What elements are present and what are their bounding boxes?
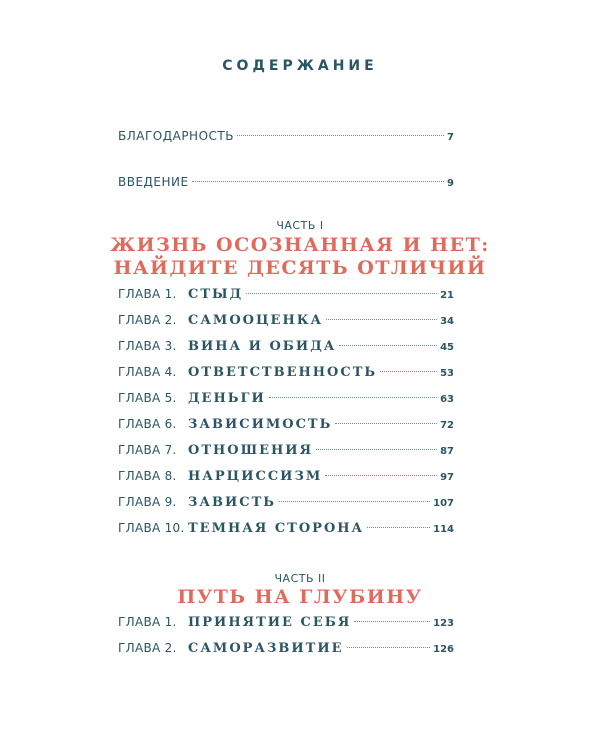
dot-leader	[347, 647, 431, 648]
chapter-title: СТЫД	[188, 287, 244, 302]
chapter-title: ЗАВИСТЬ	[188, 495, 276, 510]
entry-label: БЛАГОДАРНОСТЬ	[118, 129, 234, 143]
toc-entry-introduction[interactable]	[118, 172, 454, 192]
page-number: 63	[440, 394, 454, 405]
chapter-title: ОТВЕТСТВЕННОСТЬ	[188, 365, 378, 380]
chapter-number: ГЛАВА 3.	[118, 339, 177, 353]
toc-chapter[interactable]	[118, 284, 454, 304]
chapter-title: ОТНОШЕНИЯ	[188, 443, 314, 458]
page-number: 123	[433, 618, 454, 629]
toc-entry-acknowledgements[interactable]	[118, 126, 454, 146]
chapter-title: САМОРАЗВИТИЕ	[188, 641, 344, 656]
chapter-number: ГЛАВА 8.	[118, 469, 177, 483]
dot-leader	[279, 501, 430, 502]
toc-chapter[interactable]	[118, 414, 454, 434]
chapter-number: ГЛАВА 7.	[118, 443, 177, 457]
chapter-number: ГЛАВА 2.	[118, 313, 177, 327]
page-number: 107	[433, 498, 454, 509]
part-2-label: ЧАСТЬ II	[274, 572, 326, 585]
chapter-number: ГЛАВА 1.	[118, 615, 177, 629]
dot-leader	[339, 345, 437, 346]
toc-chapter[interactable]	[118, 466, 454, 486]
dot-leader	[380, 371, 437, 372]
chapter-title: ПРИНЯТИЕ СЕБЯ	[188, 615, 352, 630]
chapter-title: САМООЦЕНКА	[188, 313, 324, 328]
chapter-title: ВИНА И ОБИДА	[188, 339, 337, 354]
dot-leader	[335, 423, 437, 424]
chapter-number: ГЛАВА 2.	[118, 641, 177, 655]
page-number: 126	[433, 644, 454, 655]
toc-chapter[interactable]	[118, 362, 454, 382]
chapter-title: ТЕМНАЯ СТОРОНА	[188, 521, 365, 536]
part-1-title-line2: НАЙДИТЕ ДЕСЯТЬ ОТЛИЧИЙ	[113, 257, 487, 279]
page-number: 97	[440, 472, 454, 483]
page-number: 21	[440, 290, 454, 301]
chapter-number: ГЛАВА 10.	[118, 521, 185, 535]
chapter-number: ГЛАВА 1.	[118, 287, 177, 301]
toc-chapter[interactable]	[118, 492, 454, 512]
toc-chapter[interactable]	[118, 336, 454, 356]
page-number: 45	[440, 342, 454, 353]
toc-chapter[interactable]	[118, 638, 454, 658]
toc-chapter[interactable]	[118, 518, 454, 538]
dot-leader	[192, 181, 444, 182]
dot-leader	[269, 397, 437, 398]
page-number: 9	[447, 178, 454, 189]
chapter-title: ЗАВИСИМОСТЬ	[188, 417, 333, 432]
dot-leader	[237, 135, 444, 136]
page-number: 114	[433, 524, 454, 535]
chapter-title: НАРЦИССИЗМ	[188, 469, 323, 484]
dot-leader	[316, 449, 437, 450]
chapter-number: ГЛАВА 4.	[118, 365, 177, 379]
dot-leader	[354, 621, 430, 622]
part-2-title: ПУТЬ НА ГЛУБИНУ	[177, 586, 423, 608]
page-number: 87	[440, 446, 454, 457]
page-number: 53	[440, 368, 454, 379]
entry-label: ВВЕДЕНИЕ	[118, 175, 189, 189]
part-1-title-line1: ЖИЗНЬ ОСОЗНАННАЯ И НЕТ:	[110, 234, 490, 256]
toc-chapter[interactable]	[118, 612, 454, 632]
chapter-number: ГЛАВА 9.	[118, 495, 177, 509]
page-number: 34	[440, 316, 454, 327]
page-number: 72	[440, 420, 454, 431]
toc-chapter[interactable]	[118, 440, 454, 460]
page-number: 7	[447, 132, 454, 143]
dot-leader	[326, 319, 437, 320]
dot-leader	[325, 475, 437, 476]
chapter-title: ДЕНЬГИ	[188, 391, 266, 406]
page-title: СОДЕРЖАНИЕ	[222, 58, 378, 74]
dot-leader	[246, 293, 437, 294]
part-1-label: ЧАСТЬ I	[276, 219, 324, 232]
chapter-number: ГЛАВА 5.	[118, 391, 177, 405]
toc-chapter[interactable]	[118, 310, 454, 330]
chapter-number: ГЛАВА 6.	[118, 417, 177, 431]
dot-leader	[367, 527, 430, 528]
toc-chapter[interactable]	[118, 388, 454, 408]
